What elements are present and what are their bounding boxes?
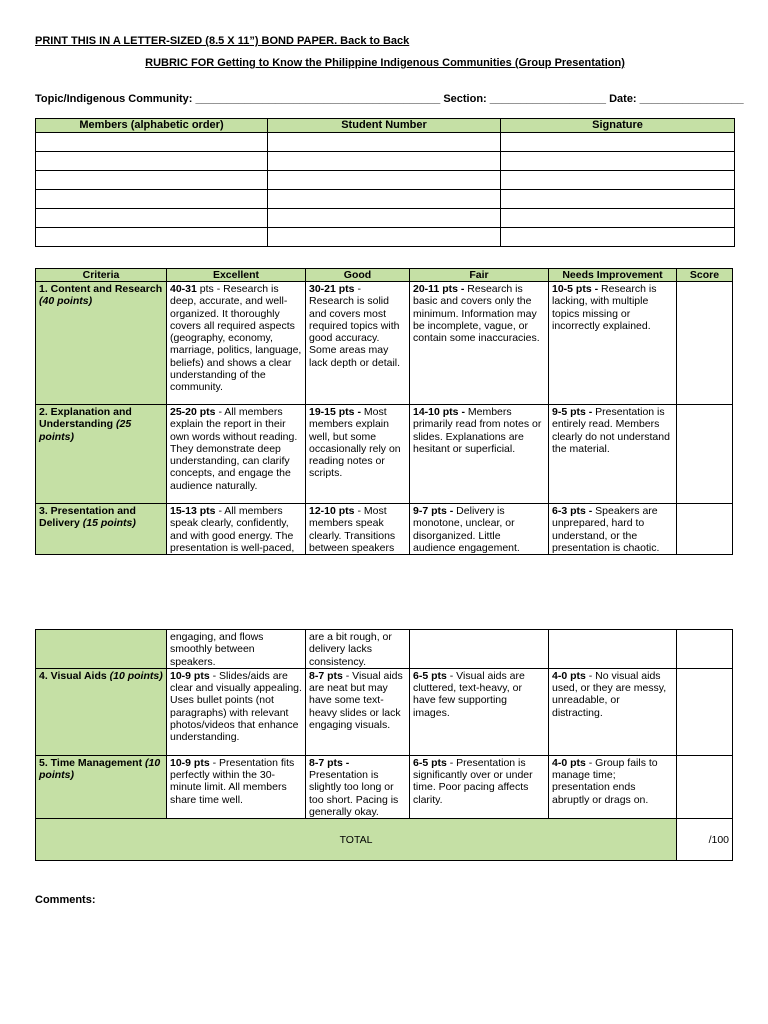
member-name-cell[interactable] <box>36 152 268 171</box>
fair-cell: 6-5 pts - Visual aids are cluttered, text-heavy, or have few supporting images. <box>410 668 549 755</box>
needs-cell: 10-5 pts - Research is lacking, with multiple topics missing or incorrectly explained. <box>549 282 677 405</box>
header-good: Good <box>306 269 410 282</box>
needs-cell: 9-5 pts - Presentation is entirely read. Members clearly do not understand the material. <box>549 405 677 504</box>
excellent-cell: 15-13 pts - All members speak clearly, confidently, and with good energy. The presentation is well-paced, <box>167 504 306 555</box>
good-cell: 30-21 pts - Research is solid and covers most required topics with good accuracy. Some areas may lack depth or detail. <box>306 282 410 405</box>
criterion-cell: 2. Explanation and Understanding (25 points) <box>36 405 167 504</box>
member-number-cell[interactable] <box>268 228 501 247</box>
rubric-row-visual-aids <box>36 668 733 755</box>
rubric-title: RUBRIC FOR Getting to Know the Philippine Indigenous Communities (Group Presentation) <box>145 57 625 69</box>
date-blank[interactable]: _________________ <box>639 93 744 105</box>
header-fair: Fair <box>410 269 549 282</box>
fair-cell: 20-11 pts - Research is basic and covers only the minimum. Information may be incomplete, vague, or contain some inaccuracies. <box>410 282 549 405</box>
excellent-cell: engaging, and flows smoothly between speakers. <box>167 630 306 669</box>
good-cell: 8-7 pts - Presentation is slightly too long or too short. Pacing is generally okay. <box>306 755 410 818</box>
rubric-header-row <box>36 269 733 282</box>
member-signature-cell[interactable] <box>501 190 735 209</box>
topic-blank[interactable]: ________________________________________ <box>195 93 441 105</box>
fair-cell: 6-5 pts - Presentation is significantly over or under time. Poor pacing affects clarity. <box>410 755 549 818</box>
rubric-row-time-management <box>36 755 733 818</box>
section-label: Section: <box>443 93 487 105</box>
criterion-cell: 4. Visual Aids (10 points) <box>36 668 167 755</box>
header-needs-improvement: Needs Improvement <box>549 269 677 282</box>
member-name-cell[interactable] <box>36 171 268 190</box>
section-blank[interactable]: ___________________ <box>489 93 607 105</box>
excellent-cell: 10-9 pts - Slides/aids are clear and visually appealing. Uses bullet points (not paragraphs) with relevant photos/videos that enhance understanding. <box>167 668 306 755</box>
excellent-cell: 10-9 pts - Presentation fits perfectly within the 30-minute limit. All members share time well. <box>167 755 306 818</box>
member-row <box>36 228 735 247</box>
member-signature-cell[interactable] <box>501 152 735 171</box>
good-cell: 8-7 pts - Visual aids are neat but may have some text-heavy slides or lack engaging visuals. <box>306 668 410 755</box>
rubric-row-presentation-continued <box>36 630 733 669</box>
member-signature-cell[interactable] <box>501 228 735 247</box>
rubric-row-presentation <box>36 504 733 555</box>
needs-cell: 4-0 pts - No visual aids used, or they are messy, unreadable, or distracting. <box>549 668 677 755</box>
criterion-cell: 5. Time Management (10 points) <box>36 755 167 818</box>
rubric-row-explanation <box>36 405 733 504</box>
total-label: TOTAL <box>36 819 677 861</box>
member-row <box>36 133 735 152</box>
good-cell: 12-10 pts - Most members speak clearly. Transitions between speakers <box>306 504 410 555</box>
score-cell[interactable] <box>677 405 733 504</box>
topic-section-date-line <box>35 93 744 105</box>
members-header-row <box>36 119 735 133</box>
needs-cell <box>549 630 677 669</box>
score-cell[interactable] <box>677 668 733 755</box>
members-table <box>35 118 735 247</box>
member-signature-cell[interactable] <box>501 209 735 228</box>
header-criteria: Criteria <box>36 269 167 282</box>
members-header-signature: Signature <box>501 119 735 133</box>
total-score[interactable]: /100 <box>677 819 733 861</box>
rubric-total-row <box>36 819 733 861</box>
fair-cell: 14-10 pts - Members primarily read from notes or slides. Explanations are hesitant or superficial. <box>410 405 549 504</box>
date-label: Date: <box>609 93 637 105</box>
good-cell: are a bit rough, or delivery lacks consistency. <box>306 630 410 669</box>
criterion-cell <box>36 630 167 669</box>
needs-cell: 4-0 pts - Group fails to manage time; presentation ends abruptly or drags on. <box>549 755 677 818</box>
member-name-cell[interactable] <box>36 209 268 228</box>
good-cell: 19-15 pts - Most members explain well, but some occasionally rely on reading notes or scripts. <box>306 405 410 504</box>
rubric-row-content-research <box>36 282 733 405</box>
print-note: PRINT THIS IN A LETTER-SIZED (8.5 X 11”) BOND PAPER. Back to Back <box>35 35 410 47</box>
criterion-cell: 3. Presentation and Delivery (15 points) <box>36 504 167 555</box>
fair-cell <box>410 630 549 669</box>
comments-label: Comments: <box>35 894 96 906</box>
needs-cell: 6-3 pts - Speakers are unprepared, hard to understand, or the presentation is chaotic. <box>549 504 677 555</box>
member-name-cell[interactable] <box>36 190 268 209</box>
header-excellent: Excellent <box>167 269 306 282</box>
fair-cell: 9-7 pts - Delivery is monotone, unclear, or disorganized. Little audience engagement. <box>410 504 549 555</box>
rubric-table-page-top <box>35 268 733 555</box>
score-cell[interactable] <box>677 630 733 669</box>
excellent-cell: 40-31 pts - Research is deep, accurate, and well-organized. It thoroughly covers all required aspects (geography, economy, marriage, politics, language, beliefs) and shows a clear understanding of the community. <box>167 282 306 405</box>
excellent-cell: 25-20 pts - All members explain the report in their own words without reading. They demonstrate deep understanding, can clarify concepts, and engage the audience naturally. <box>167 405 306 504</box>
member-signature-cell[interactable] <box>501 171 735 190</box>
header-score: Score <box>677 269 733 282</box>
score-cell[interactable] <box>677 504 733 555</box>
topic-label: Topic/Indigenous Community: <box>35 93 193 105</box>
member-row <box>36 152 735 171</box>
member-number-cell[interactable] <box>268 133 501 152</box>
member-number-cell[interactable] <box>268 209 501 228</box>
member-signature-cell[interactable] <box>501 133 735 152</box>
member-number-cell[interactable] <box>268 190 501 209</box>
member-number-cell[interactable] <box>268 152 501 171</box>
member-number-cell[interactable] <box>268 171 501 190</box>
member-row <box>36 171 735 190</box>
member-name-cell[interactable] <box>36 228 268 247</box>
member-row <box>36 190 735 209</box>
score-cell[interactable] <box>677 755 733 818</box>
members-header-student-number: Student Number <box>268 119 501 133</box>
member-name-cell[interactable] <box>36 133 268 152</box>
rubric-table-continued <box>35 629 733 861</box>
criterion-cell: 1. Content and Research (40 points) <box>36 282 167 405</box>
score-cell[interactable] <box>677 282 733 405</box>
member-row <box>36 209 735 228</box>
members-header-name: Members (alphabetic order) <box>36 119 268 133</box>
